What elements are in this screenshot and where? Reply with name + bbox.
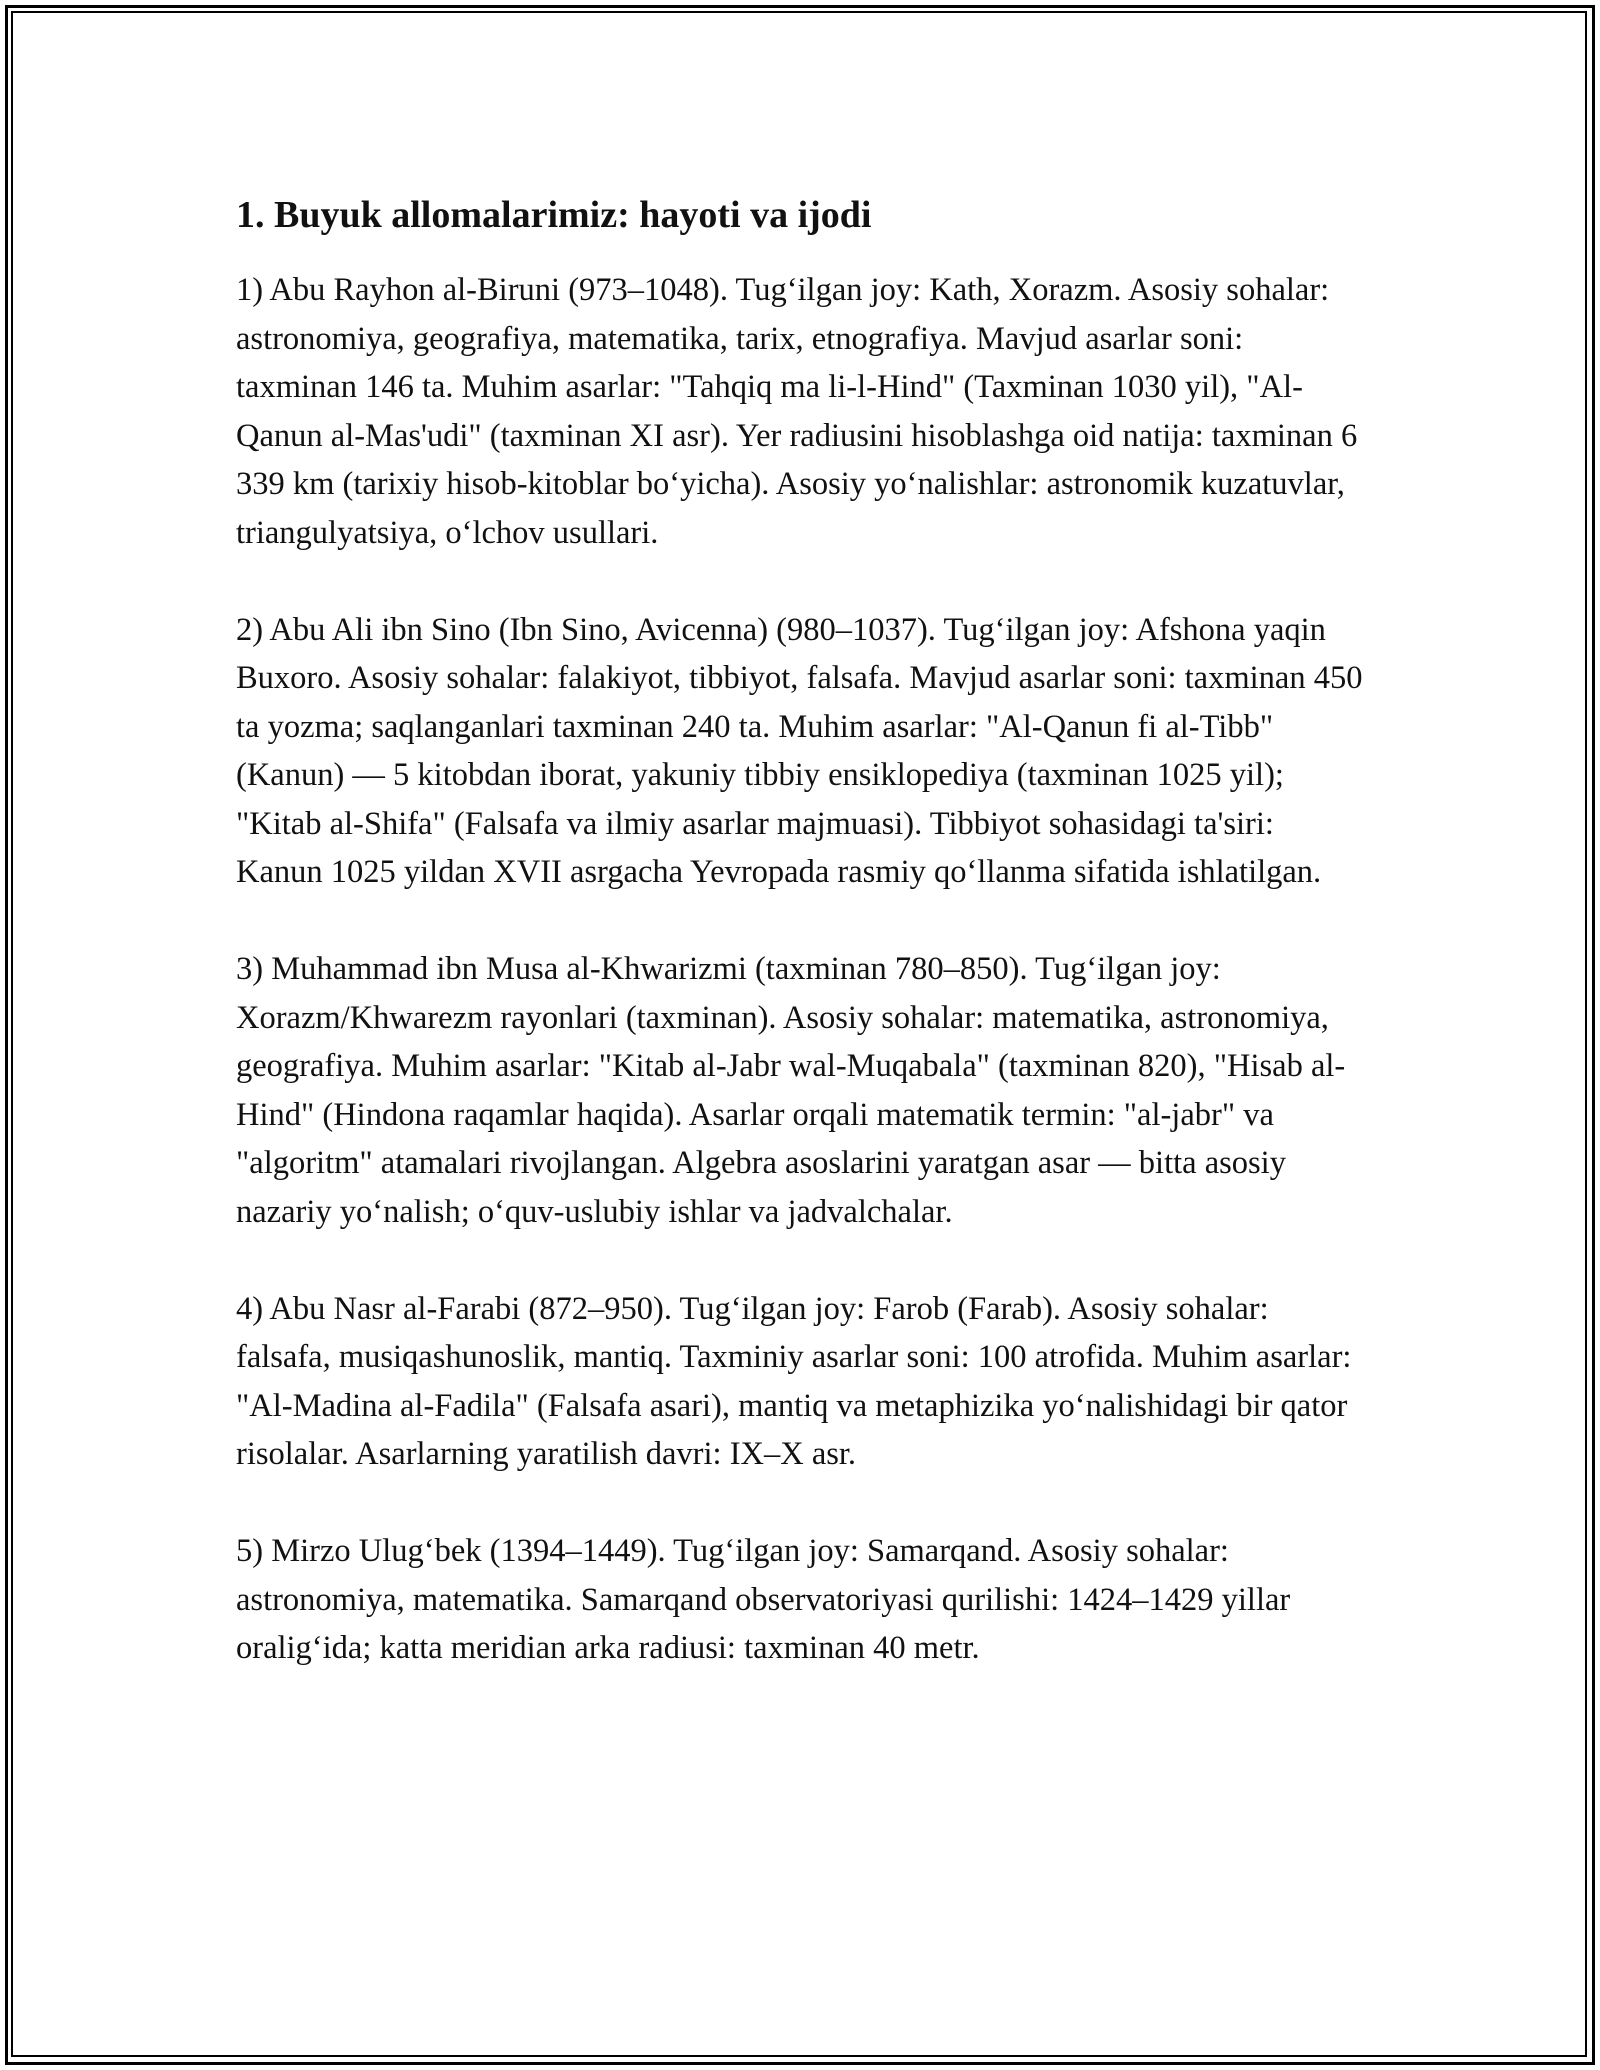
- paragraph-biruni: 1) Abu Rayhon al-Biruni (973–1048). Tug‘ilgan joy: Kath, Xorazm. Asosiy sohalar: astronomiya, geografiya, matematika, tarix, etnografiya. Mavjud asarlar soni: taxminan 146 ta. Muhim asarlar: "Tahqiq ma li-l-Hind" (Taxminan 1030 yil), "Al-Qanun al-Mas'udi" (taxminan XI asr). Yer radiusini hisoblashga oid natija: taxminan 6 339 km (tarixiy hisob-kitoblar bo‘yicha). Asosiy yo‘nalishlar: astronomik kuzatuvlar, triangulyatsiya, o‘lchov usullari.: [236, 272, 1358, 551]
- paragraph-al-farabi: 4) Abu Nasr al-Farabi (872–950). Tug‘ilgan joy: Farob (Farab). Asosiy sohalar: falsafa, musiqashunoslik, mantiq. Taxminiy asarlar soni: 100 atrofida. Muhim asarlar: "Al-Madina al-Fadila" (Falsafa asari), mantiq va metaphizika yo‘nalishidagi bir qator risolalar. Asarlarning yaratilish davri: IX–X asr.: [236, 1290, 1352, 1472]
- document-body: [236, 188, 1368, 1673]
- paragraph-al-khwarizmi: 3) Muhammad ibn Musa al-Khwarizmi (taxminan 780–850). Tug‘ilgan joy: Xorazm/Khwarezm rayonlari (taxminan). Asosiy sohalar: matematika, astronomiya, geografiya. Muhim asarlar: "Kitab al-Jabr wal-Muqabala" (taxminan 820), "Hisab al-Hind" (Hindona raqamlar haqida). Asarlar orqali matematik termin: "al-jabr" va "algoritm" atamalari rivojlangan. Algebra asoslarini yaratgan asar — bitta asosiy nazariy yo‘nalish; o‘quv-uslubiy ishlar va jadvalchalar.: [236, 951, 1346, 1230]
- document-title: 1. Buyuk allomalarimiz: hayoti va ijodi: [236, 194, 872, 236]
- paragraph-ulugbek: 5) Mirzo Ulug‘bek (1394–1449). Tug‘ilgan joy: Samarqand. Asosiy sohalar: astronomiya, matematika. Samarqand observatoriyasi qurilishi: 1424–1429 yillar oralig‘ida; katta meridian arka radiusi: taxminan 40 metr.: [236, 1533, 1291, 1666]
- paragraph-ibn-sino: 2) Abu Ali ibn Sino (Ibn Sino, Avicenna) (980–1037). Tug‘ilgan joy: Afshona yaqin Buxoro. Asosiy sohalar: falakiyot, tibbiyot, falsafa. Mavjud asarlar soni: taxminan 450 ta yozma; saqlanganlari taxminan 240 ta. Muhim asarlar: "Al-Qanun fi al-Tibb" (Kanun) — 5 kitobdan iborat, yakuniy tibbiy ensiklopediya (taxminan 1025 yil); "Kitab al-Shifa" (Falsafa va ilmiy asarlar majmuasi). Tibbiyot sohasidagi ta'siri: Kanun 1025 yildan XVII asrgacha Yevropada rasmiy qo‘llanma sifatida ishlatilgan.: [236, 611, 1363, 890]
